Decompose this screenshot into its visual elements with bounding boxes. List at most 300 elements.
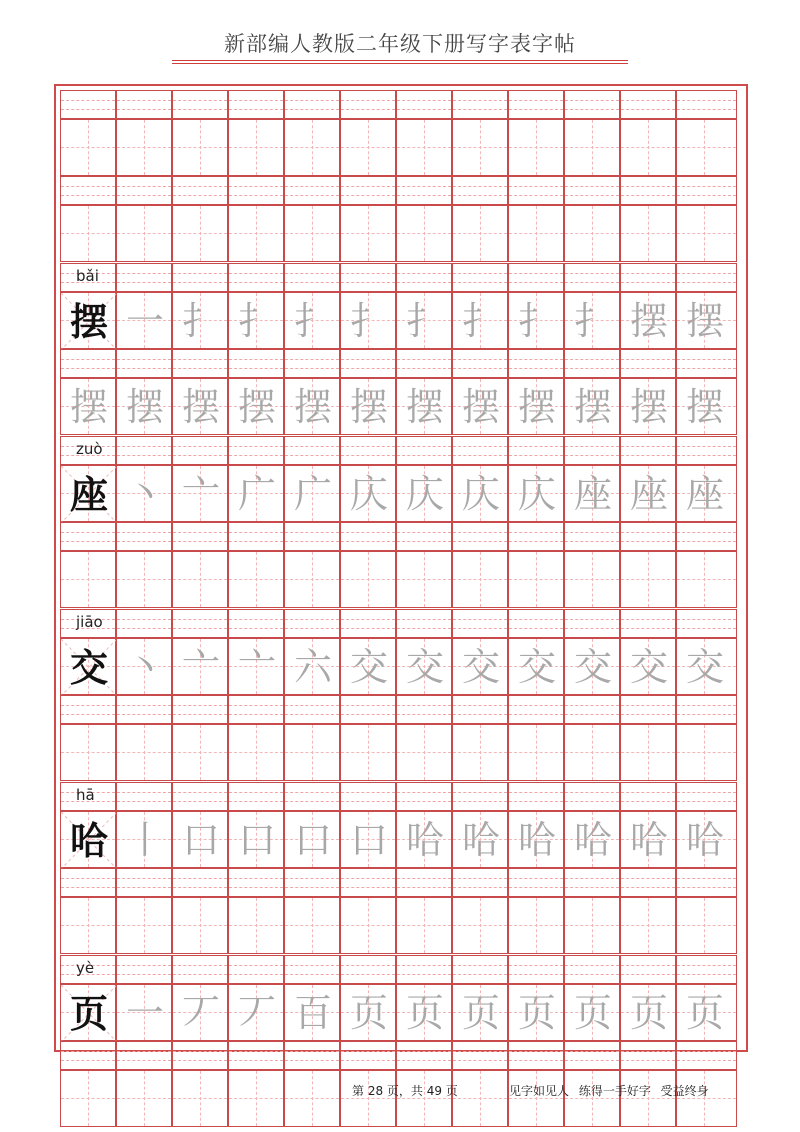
pinyin-grid-cell bbox=[508, 90, 564, 119]
trace-stroke-character: 哈 bbox=[573, 818, 612, 862]
blank-practice-cell bbox=[228, 897, 284, 954]
trace-stroke-character: 一 bbox=[125, 991, 164, 1035]
trace-character-cell bbox=[60, 378, 116, 435]
trace-stroke-character: 庂 bbox=[405, 472, 444, 516]
trace-stroke-character: 庂 bbox=[349, 472, 388, 516]
trace-stroke-character: 哈 bbox=[629, 818, 668, 862]
blank-practice-cell bbox=[228, 724, 284, 781]
pinyin-grid-cell bbox=[620, 263, 676, 292]
trace-stroke-character: 哈 bbox=[405, 818, 444, 862]
pinyin-grid-cell bbox=[396, 955, 452, 984]
trace-character-cell bbox=[172, 292, 228, 349]
pinyin-grid-cell bbox=[228, 955, 284, 984]
pinyin-grid-cell bbox=[340, 436, 396, 465]
pinyin-grid-cell bbox=[396, 176, 452, 205]
pinyin-grid-cell bbox=[172, 90, 228, 119]
trace-character-cell bbox=[508, 465, 564, 522]
pinyin-grid-cell bbox=[340, 1041, 396, 1070]
blank-practice-cell bbox=[452, 724, 508, 781]
pinyin-grid-cell bbox=[620, 522, 676, 551]
title-underline bbox=[172, 60, 628, 61]
blank-practice-cell bbox=[172, 551, 228, 608]
trace-character-cell bbox=[452, 638, 508, 695]
pinyin-grid-cell bbox=[508, 263, 564, 292]
trace-stroke-character: 亠 bbox=[181, 472, 220, 516]
trace-stroke-character: 庂 bbox=[461, 472, 500, 516]
trace-character-cell bbox=[620, 292, 676, 349]
pinyin-grid-cell bbox=[508, 176, 564, 205]
trace-stroke-character: 摆 bbox=[629, 299, 668, 343]
pinyin-grid-cell bbox=[340, 90, 396, 119]
trace-character-cell bbox=[396, 292, 452, 349]
model-character-cell bbox=[60, 984, 116, 1041]
trace-full-character: 摆 bbox=[125, 385, 164, 429]
pinyin-grid-cell bbox=[172, 695, 228, 724]
trace-full-character: 摆 bbox=[349, 385, 388, 429]
trace-character-cell bbox=[228, 292, 284, 349]
blank-practice-cell bbox=[676, 119, 737, 176]
trace-character-cell bbox=[564, 378, 620, 435]
trace-character-cell bbox=[284, 292, 340, 349]
model-character-cell bbox=[60, 811, 116, 868]
trace-stroke-character: 扌 bbox=[461, 299, 500, 343]
trace-stroke-character: 哈 bbox=[461, 818, 500, 862]
pinyin-grid-cell bbox=[396, 522, 452, 551]
pinyin-grid-cell bbox=[340, 695, 396, 724]
pinyin-grid-cell bbox=[396, 90, 452, 119]
pinyin-grid-cell bbox=[172, 522, 228, 551]
blank-practice-cell bbox=[116, 205, 172, 262]
trace-character-cell bbox=[340, 811, 396, 868]
blank-practice-cell bbox=[60, 551, 116, 608]
pinyin-grid-cell bbox=[564, 609, 620, 638]
trace-stroke-character: 页 bbox=[685, 991, 724, 1035]
blank-practice-cell bbox=[452, 1070, 508, 1127]
trace-stroke-character: 扌 bbox=[517, 299, 556, 343]
trace-character-cell bbox=[172, 378, 228, 435]
blank-practice-cell bbox=[284, 897, 340, 954]
trace-stroke-character: 交 bbox=[405, 645, 444, 689]
pinyin-grid-cell bbox=[228, 263, 284, 292]
trace-character-cell bbox=[396, 984, 452, 1041]
pinyin-grid-cell bbox=[564, 436, 620, 465]
blank-practice-cell bbox=[396, 119, 452, 176]
blank-practice-cell bbox=[340, 119, 396, 176]
trace-stroke-character: 座 bbox=[629, 472, 668, 516]
blank-practice-cell bbox=[228, 551, 284, 608]
trace-character-cell bbox=[228, 984, 284, 1041]
pinyin-grid-cell bbox=[340, 868, 396, 897]
trace-stroke-character: 摆 bbox=[685, 299, 724, 343]
model-character: 页 bbox=[69, 991, 108, 1036]
pinyin-grid-cell bbox=[228, 349, 284, 378]
blank-practice-cell bbox=[508, 551, 564, 608]
character-block bbox=[60, 90, 737, 263]
pinyin-grid-cell bbox=[116, 263, 172, 292]
pinyin-grid-cell bbox=[396, 609, 452, 638]
blank-practice-cell bbox=[452, 119, 508, 176]
trace-stroke-character: 页 bbox=[405, 991, 444, 1035]
trace-character-cell bbox=[564, 292, 620, 349]
pinyin-grid-cell bbox=[676, 1041, 737, 1070]
pinyin-grid-cell bbox=[60, 349, 116, 378]
blank-practice-cell bbox=[676, 724, 737, 781]
page-title: 新部编人教版二年级下册写字表字帖 bbox=[224, 32, 576, 56]
blank-practice-cell bbox=[172, 205, 228, 262]
trace-character-cell bbox=[340, 984, 396, 1041]
trace-character-cell bbox=[676, 984, 737, 1041]
blank-practice-cell bbox=[284, 551, 340, 608]
trace-character-cell bbox=[564, 984, 620, 1041]
blank-practice-cell bbox=[60, 205, 116, 262]
pinyin-grid-cell bbox=[620, 436, 676, 465]
pinyin-grid-cell bbox=[508, 349, 564, 378]
page-number: 第 28 页，共 49 页 bbox=[352, 1084, 458, 1098]
blank-practice-cell bbox=[228, 205, 284, 262]
trace-stroke-character: 交 bbox=[517, 645, 556, 689]
pinyin-grid-cell bbox=[564, 522, 620, 551]
trace-character-cell bbox=[172, 811, 228, 868]
trace-full-character: 摆 bbox=[405, 385, 444, 429]
blank-practice-cell bbox=[396, 897, 452, 954]
pinyin-grid-cell bbox=[452, 1041, 508, 1070]
trace-character-cell bbox=[228, 465, 284, 522]
blank-practice-cell bbox=[284, 724, 340, 781]
pinyin-grid-cell bbox=[676, 90, 737, 119]
title-underline-second bbox=[172, 63, 628, 64]
trace-stroke-character: 口 bbox=[293, 818, 332, 862]
pinyin-grid-cell bbox=[452, 436, 508, 465]
pinyin-grid-cell bbox=[508, 436, 564, 465]
pinyin-grid-cell bbox=[116, 782, 172, 811]
model-character-cell bbox=[60, 638, 116, 695]
pinyin-grid-cell bbox=[620, 176, 676, 205]
pinyin-grid-cell bbox=[508, 955, 564, 984]
pinyin-grid-cell bbox=[396, 695, 452, 724]
trace-character-cell bbox=[676, 638, 737, 695]
pinyin-grid-cell bbox=[676, 609, 737, 638]
model-character-cell bbox=[60, 292, 116, 349]
pinyin-grid-cell bbox=[228, 522, 284, 551]
pinyin-grid-cell bbox=[284, 349, 340, 378]
pinyin-grid-cell bbox=[172, 782, 228, 811]
blank-practice-cell bbox=[172, 897, 228, 954]
trace-stroke-character: 扌 bbox=[237, 299, 276, 343]
pinyin-grid-cell bbox=[60, 522, 116, 551]
blank-practice-cell bbox=[676, 897, 737, 954]
trace-character-cell bbox=[564, 811, 620, 868]
trace-character-cell bbox=[228, 811, 284, 868]
trace-stroke-character: 扌 bbox=[573, 299, 612, 343]
pinyin-grid-cell bbox=[452, 90, 508, 119]
trace-full-character: 摆 bbox=[237, 385, 276, 429]
blank-practice-cell bbox=[284, 119, 340, 176]
pinyin-grid-cell bbox=[284, 1041, 340, 1070]
trace-stroke-character: 交 bbox=[461, 645, 500, 689]
trace-full-character: 摆 bbox=[293, 385, 332, 429]
trace-character-cell bbox=[228, 638, 284, 695]
blank-practice-cell bbox=[564, 551, 620, 608]
pinyin-grid-cell bbox=[452, 609, 508, 638]
blank-practice-cell bbox=[60, 897, 116, 954]
trace-full-character: 摆 bbox=[181, 385, 220, 429]
blank-practice-cell bbox=[116, 897, 172, 954]
pinyin-grid-cell bbox=[172, 263, 228, 292]
trace-stroke-character: 丶 bbox=[125, 645, 164, 689]
trace-stroke-character: 口 bbox=[237, 818, 276, 862]
pinyin-grid-cell bbox=[676, 868, 737, 897]
trace-character-cell bbox=[340, 638, 396, 695]
pinyin-grid-cell bbox=[284, 609, 340, 638]
trace-stroke-character: 亠 bbox=[237, 645, 276, 689]
trace-stroke-character: 扌 bbox=[293, 299, 332, 343]
pinyin-grid-cell bbox=[396, 1041, 452, 1070]
pinyin-grid-cell bbox=[452, 955, 508, 984]
pinyin-grid-cell bbox=[452, 695, 508, 724]
blank-practice-cell bbox=[620, 551, 676, 608]
trace-character-cell bbox=[228, 378, 284, 435]
pinyin-grid-cell bbox=[564, 349, 620, 378]
trace-stroke-character: 庂 bbox=[517, 472, 556, 516]
trace-full-character: 摆 bbox=[461, 385, 500, 429]
pinyin-grid-cell bbox=[676, 176, 737, 205]
pinyin-grid-cell bbox=[172, 1041, 228, 1070]
pinyin-grid-cell bbox=[116, 609, 172, 638]
pinyin-grid-cell bbox=[452, 176, 508, 205]
trace-character-cell bbox=[452, 292, 508, 349]
blank-practice-cell bbox=[452, 897, 508, 954]
pinyin-grid-cell bbox=[340, 263, 396, 292]
model-character: 交 bbox=[69, 645, 108, 690]
trace-stroke-character: 一 bbox=[125, 299, 164, 343]
trace-character-cell bbox=[508, 811, 564, 868]
trace-full-character: 摆 bbox=[685, 385, 724, 429]
blank-practice-cell bbox=[564, 724, 620, 781]
blank-practice-cell bbox=[60, 1070, 116, 1127]
pinyin-grid-cell bbox=[620, 1041, 676, 1070]
pinyin-label: hā bbox=[76, 786, 95, 804]
pinyin-label: bǎi bbox=[76, 267, 99, 285]
trace-character-cell bbox=[452, 984, 508, 1041]
pinyin-grid-cell bbox=[340, 522, 396, 551]
pinyin-grid-cell bbox=[620, 695, 676, 724]
trace-character-cell bbox=[620, 638, 676, 695]
pinyin-grid-cell bbox=[172, 955, 228, 984]
blank-practice-cell bbox=[228, 1070, 284, 1127]
blank-practice-cell bbox=[452, 551, 508, 608]
blank-practice-cell bbox=[564, 119, 620, 176]
trace-stroke-character: 扌 bbox=[349, 299, 388, 343]
trace-character-cell bbox=[116, 378, 172, 435]
pinyin-grid-cell bbox=[676, 955, 737, 984]
pinyin-grid-cell bbox=[60, 868, 116, 897]
pinyin-grid-cell bbox=[508, 695, 564, 724]
character-block bbox=[60, 955, 737, 1128]
blank-practice-cell bbox=[116, 724, 172, 781]
blank-practice-cell bbox=[172, 119, 228, 176]
trace-character-cell bbox=[284, 638, 340, 695]
footer-motto: 见字如见人 练得一手好字 受益终身 bbox=[509, 1084, 709, 1098]
pinyin-grid-cell bbox=[172, 609, 228, 638]
pinyin-grid-cell bbox=[676, 695, 737, 724]
pinyin-grid-cell bbox=[116, 349, 172, 378]
trace-character-cell bbox=[340, 465, 396, 522]
pinyin-grid-cell bbox=[676, 436, 737, 465]
trace-stroke-character: 扌 bbox=[405, 299, 444, 343]
pinyin-label: yè bbox=[76, 959, 95, 977]
pinyin-grid-cell bbox=[116, 90, 172, 119]
model-character-cell bbox=[60, 465, 116, 522]
blank-practice-cell bbox=[620, 897, 676, 954]
trace-stroke-character: 页 bbox=[573, 991, 612, 1035]
pinyin-grid-cell bbox=[620, 90, 676, 119]
blank-practice-cell bbox=[620, 119, 676, 176]
trace-stroke-character: 百 bbox=[293, 991, 332, 1035]
pinyin-grid-cell bbox=[452, 522, 508, 551]
blank-practice-cell bbox=[284, 1070, 340, 1127]
trace-character-cell bbox=[620, 465, 676, 522]
pinyin-grid-cell bbox=[396, 782, 452, 811]
trace-character-cell bbox=[284, 984, 340, 1041]
pinyin-grid-cell bbox=[564, 176, 620, 205]
trace-stroke-character: 交 bbox=[685, 645, 724, 689]
trace-character-cell bbox=[284, 811, 340, 868]
trace-character-cell bbox=[676, 811, 737, 868]
trace-character-cell bbox=[452, 378, 508, 435]
pinyin-grid-cell bbox=[60, 695, 116, 724]
trace-character-cell bbox=[396, 378, 452, 435]
blank-practice-cell bbox=[172, 1070, 228, 1127]
trace-stroke-character: 口 bbox=[181, 818, 220, 862]
trace-character-cell bbox=[508, 292, 564, 349]
pinyin-grid-cell bbox=[340, 349, 396, 378]
trace-stroke-character: 丶 bbox=[125, 472, 164, 516]
pinyin-grid-cell bbox=[396, 868, 452, 897]
pinyin-grid-cell bbox=[508, 609, 564, 638]
pinyin-grid-cell bbox=[172, 868, 228, 897]
pinyin-grid-cell bbox=[620, 609, 676, 638]
pinyin-grid-cell bbox=[284, 868, 340, 897]
pinyin-grid-cell bbox=[340, 782, 396, 811]
trace-character-cell bbox=[620, 378, 676, 435]
trace-character-cell bbox=[116, 292, 172, 349]
pinyin-grid-cell bbox=[284, 782, 340, 811]
blank-practice-cell bbox=[564, 897, 620, 954]
blank-practice-cell bbox=[676, 205, 737, 262]
blank-practice-cell bbox=[60, 119, 116, 176]
blank-practice-cell bbox=[340, 551, 396, 608]
trace-stroke-character: 座 bbox=[685, 472, 724, 516]
model-character: 摆 bbox=[69, 299, 108, 344]
pinyin-grid-cell bbox=[228, 1041, 284, 1070]
pinyin-grid-cell bbox=[228, 436, 284, 465]
pinyin-grid-cell bbox=[452, 263, 508, 292]
trace-character-cell bbox=[284, 465, 340, 522]
pinyin-grid-cell bbox=[340, 176, 396, 205]
blank-practice-cell bbox=[60, 724, 116, 781]
pinyin-grid-cell bbox=[564, 695, 620, 724]
pinyin-grid-cell bbox=[228, 90, 284, 119]
pinyin-grid-cell bbox=[508, 522, 564, 551]
character-block bbox=[60, 782, 737, 955]
trace-character-cell bbox=[564, 465, 620, 522]
pinyin-grid-cell bbox=[340, 955, 396, 984]
trace-stroke-character: 六 bbox=[293, 645, 332, 689]
trace-character-cell bbox=[172, 984, 228, 1041]
pinyin-grid-cell bbox=[564, 955, 620, 984]
pinyin-grid-cell bbox=[116, 868, 172, 897]
pinyin-grid-cell bbox=[116, 176, 172, 205]
trace-stroke-character: 亠 bbox=[181, 645, 220, 689]
character-block bbox=[60, 263, 737, 436]
trace-character-cell bbox=[676, 465, 737, 522]
trace-character-cell bbox=[676, 378, 737, 435]
pinyin-grid-cell bbox=[676, 522, 737, 551]
trace-stroke-character: 页 bbox=[629, 991, 668, 1035]
pinyin-grid-cell bbox=[228, 609, 284, 638]
trace-character-cell bbox=[508, 638, 564, 695]
trace-character-cell bbox=[396, 638, 452, 695]
trace-stroke-character: 广 bbox=[293, 472, 332, 516]
pinyin-grid-cell bbox=[396, 263, 452, 292]
pinyin-grid-cell bbox=[340, 609, 396, 638]
pinyin-grid-cell bbox=[116, 522, 172, 551]
trace-stroke-character: 丆 bbox=[181, 991, 220, 1035]
pinyin-grid-cell bbox=[620, 955, 676, 984]
trace-character-cell bbox=[172, 638, 228, 695]
trace-character-cell bbox=[116, 638, 172, 695]
blank-practice-cell bbox=[508, 897, 564, 954]
trace-stroke-character: 口 bbox=[349, 818, 388, 862]
pinyin-grid-cell bbox=[452, 868, 508, 897]
pinyin-grid-cell bbox=[228, 695, 284, 724]
pinyin-grid-cell bbox=[564, 782, 620, 811]
blank-practice-cell bbox=[340, 724, 396, 781]
pinyin-grid-cell bbox=[172, 436, 228, 465]
trace-character-cell bbox=[620, 984, 676, 1041]
blank-practice-cell bbox=[508, 205, 564, 262]
blank-practice-cell bbox=[564, 205, 620, 262]
pinyin-grid-cell bbox=[564, 868, 620, 897]
blank-practice-cell bbox=[116, 119, 172, 176]
trace-character-cell bbox=[116, 811, 172, 868]
trace-character-cell bbox=[396, 465, 452, 522]
trace-stroke-character: 页 bbox=[517, 991, 556, 1035]
character-block bbox=[60, 436, 737, 609]
pinyin-grid-cell bbox=[284, 955, 340, 984]
blank-practice-cell bbox=[508, 724, 564, 781]
trace-stroke-character: 扌 bbox=[181, 299, 220, 343]
trace-stroke-character: 座 bbox=[573, 472, 612, 516]
blank-practice-cell bbox=[676, 551, 737, 608]
blank-practice-cell bbox=[116, 1070, 172, 1127]
trace-stroke-character: 页 bbox=[461, 991, 500, 1035]
character-block bbox=[60, 609, 737, 782]
pinyin-grid-cell bbox=[228, 782, 284, 811]
trace-stroke-character: 丆 bbox=[237, 991, 276, 1035]
trace-full-character: 摆 bbox=[573, 385, 612, 429]
blank-practice-cell bbox=[116, 551, 172, 608]
pinyin-grid-cell bbox=[172, 176, 228, 205]
pinyin-grid-cell bbox=[452, 349, 508, 378]
pinyin-grid-cell bbox=[564, 90, 620, 119]
trace-character-cell bbox=[676, 292, 737, 349]
trace-stroke-character: 交 bbox=[629, 645, 668, 689]
trace-character-cell bbox=[620, 811, 676, 868]
blank-practice-cell bbox=[284, 205, 340, 262]
pinyin-grid-cell bbox=[284, 695, 340, 724]
trace-stroke-character: 丨 bbox=[125, 818, 164, 862]
